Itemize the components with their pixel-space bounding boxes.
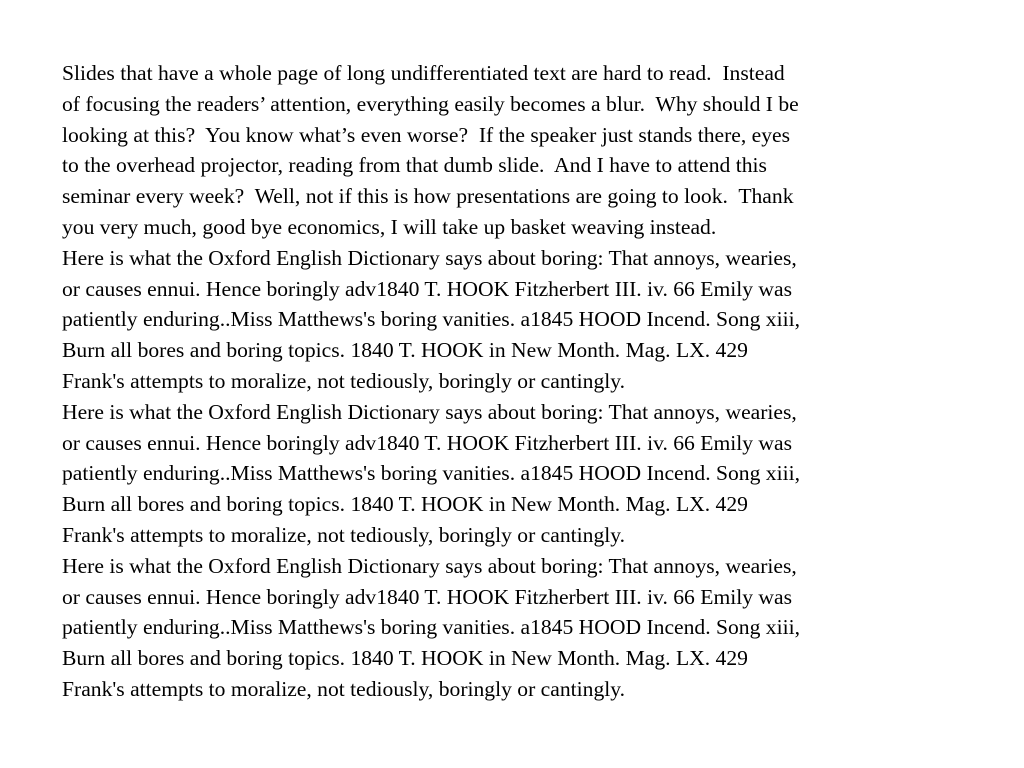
- text-line: Frank's attempts to moralize, not tediously, boringly or cantingly.: [62, 522, 626, 547]
- text-line: to the overhead projector, reading from that dumb slide. And I have to attend this: [62, 153, 767, 178]
- text-line: or causes ennui. Hence boringly adv1840 T. HOOK Fitzherbert III. iv. 66 Emily was: [62, 276, 793, 301]
- text-line: Frank's attempts to moralize, not tediously, boringly or cantingly.: [62, 676, 626, 701]
- text-line: looking at this? You know what’s even worse? If the speaker just stands there, eyes: [62, 122, 791, 147]
- text-line: Here is what the Oxford English Dictionary says about boring: That annoys, wearies,: [62, 399, 797, 424]
- text-line: of focusing the readers’ attention, everything easily becomes a blur. Why should I be: [62, 91, 799, 116]
- text-line: Slides that have a whole page of long undifferentiated text are hard to read. Instead: [62, 61, 785, 85]
- text-line: or causes ennui. Hence boringly adv1840 T. HOOK Fitzherbert III. iv. 66 Emily was: [62, 584, 793, 609]
- text-line: Burn all bores and boring topics. 1840 T. HOOK in New Month. Mag. LX. 429: [62, 646, 748, 671]
- text-line: Here is what the Oxford English Dictionary says about boring: That annoys, wearies,: [62, 245, 797, 270]
- text-line: Here is what the Oxford English Dictionary says about boring: That annoys, wearies,: [62, 553, 797, 578]
- text-line: patiently enduring..Miss Matthews's boring vanities. a1845 HOOD Incend. Song xiii,: [62, 307, 800, 332]
- text-line: patiently enduring..Miss Matthews's boring vanities. a1845 HOOD Incend. Song xiii,: [62, 461, 800, 486]
- text-line: patiently enduring..Miss Matthews's boring vanities. a1845 HOOD Incend. Song xiii,: [62, 615, 800, 640]
- text-line: Burn all bores and boring topics. 1840 T. HOOK in New Month. Mag. LX. 429: [62, 492, 748, 517]
- text-line: seminar every week? Well, not if this is how presentations are going to look. Thank: [62, 184, 794, 209]
- text-line: you very much, good bye economics, I will take up basket weaving instead.: [62, 214, 717, 239]
- text-line: Burn all bores and boring topics. 1840 T. HOOK in New Month. Mag. LX. 429: [62, 338, 748, 363]
- slide-body-text: [62, 58, 952, 705]
- text-line: Frank's attempts to moralize, not tediously, boringly or cantingly.: [62, 368, 626, 393]
- text-line: or causes ennui. Hence boringly adv1840 T. HOOK Fitzherbert III. iv. 66 Emily was: [62, 430, 793, 455]
